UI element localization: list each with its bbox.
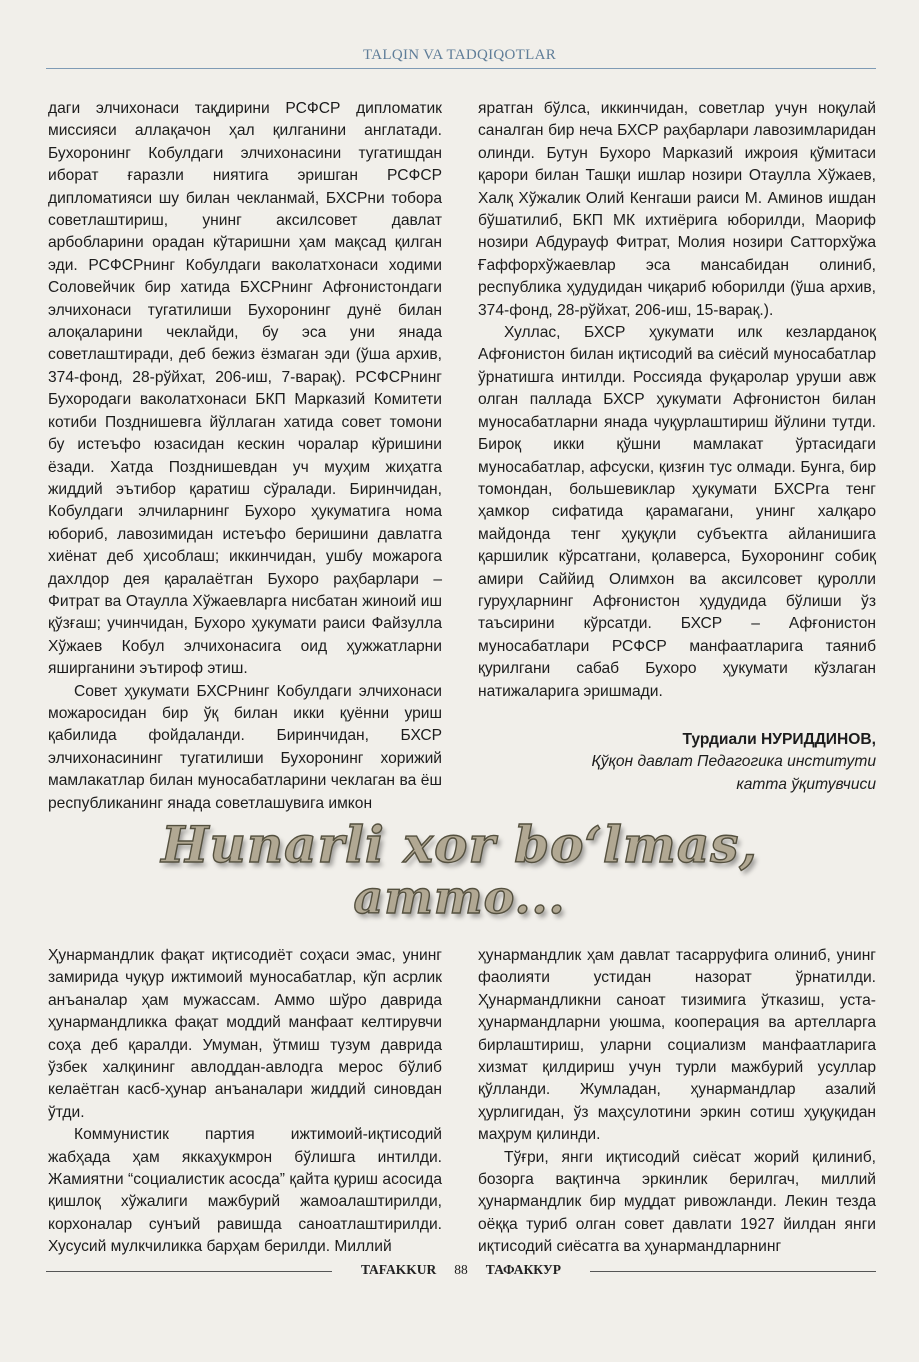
article2-left-paragraph-1: Ҳунармандлик фақат иқтисодиёт соҳаси эмас, унинг замирида чуқур ижтимоий муносабатлар, кўп асрлик анъаналар ҳам мужассам. Аммо шўро даврида ҳунармандликка фақат моддий манфаат келтирувчи соҳа деб қаралди. Умуман, ўтмиш тузум даврида ўзбек халқининг авлоддан-авлодга мерос бўлиб келаётган касб-ҳунар анъаналари жиддий синовдан ўтди.	[48, 947, 442, 1121]
article2-right-paragraph-1: ҳунармандлик ҳам давлат тасарруфига олиниб, унинг фаолияти устидан назорат ўрнатилди. Ҳунармандликни саноат тизимига ўтказиш, уста-ҳунармандларни уюшма, кооперация ва артелларга бирлаштириш, уларни социализм манфаатларига хизмат қилдириш учун турли мажбурий усуллар қўлланди. Жумладан, ҳунармандлар азалий ҳурлигидан, ўз маҳсулотини эркин сотиш ҳуқуқидан маҳрум қилинди.	[478, 947, 876, 1144]
article2-right-column	[478, 945, 876, 1259]
article1-left-paragraph-1: даги элчихонаси тақдирини РСФСР дипломатик миссияси аллақачон ҳал қилганини англатади. Бухоронинг Кобулдаги элчихонасини тугатишдан иборат ғаразли ниятига эришган РСФСР дипломатияси шу билан чекланмай, БХСРни тобора советлаштириш, унинг аксилсовет давлат арбобларини орадан кўтаришни ҳам мақсад қилган эди. РСФСРнинг Кобулдаги ваколатхонаси ходими Соловейчик бир хатида БХСРнинг Афғонистондаги элчихонаси тугатилиши Бухоронинг дунё билан алоқаларини чеклайди, бу эса уни янада советлаштиради, деб бежиз ёзмаган эди (ўша архив, 374-фонд, 28-рўйхат, 206-иш, 7-варақ). РСФСРнинг Бухородаги ваколатхонаси БКП Марказий Комитети котиби Позднишевга йўллаган хатида совет томони бу истеъфо юзасидан кескин чоралар кўришини ёзади. Хатда Позднишевдан уч муҳим жиҳатга жиддий эътибор қаратиш сўралади. Биринчидан, Кобулдаги элчиларнинг Бухоро ҳукуматига нома юбориб, лавозимидан истеъфо беришини давлатга хиёнат деб ҳисоблаш; иккинчидан, ушбу можарога дахлдор дея қаралаётган Бухоро раҳбарлари – Фитрат ва Отаулла Хўжаевларга нисбатан жиноий иш қўзғаш; учинчидан, Бухоро ҳукумати раиси Файзулла Хўжаев Кобул элчихонасига оид ҳужжатларни яширганини эътироф этиш.	[48, 100, 442, 678]
article2-left-column	[48, 945, 442, 1259]
footer-text	[46, 1262, 876, 1278]
running-header: TALQIN VA TADQIQOTLAR	[362, 47, 557, 63]
author-signature	[478, 729, 876, 796]
footer-label-cyrillic: ТАФАККУР	[485, 1262, 561, 1277]
footer-label-latin: TAFAKKUR	[361, 1262, 437, 1277]
header-divider	[46, 68, 876, 69]
article2-title-line-2: ammo...	[353, 870, 566, 924]
article1-left-paragraph-2: Совет ҳукумати БХСРнинг Кобулдаги элчихонаси можаросидан бир ўқ билан икки қуённи уриш қабилида фойдаланди. Биринчидан, БХСР элчихонасининг тугатилиши Бухоронинг хорижий мамлакатлар билан муносабатларини чеклаган ва ёш республиканинг янада советлашувига имкон	[48, 682, 442, 812]
author-name: Турдиали НУРИДДИНОВ,	[682, 730, 876, 748]
article1-right-column	[478, 98, 876, 796]
article1-left-column	[48, 98, 442, 815]
author-affiliation-line-2: катта ўқитувчиси	[736, 775, 876, 793]
article2-left-paragraph-2: Коммунистик партия ижтимоий-иқтисодий жабҳада ҳам яккаҳукмрон бўлишга интилди. Жамиятни “социалистик асосда” қайта қуриш асосида қишлоқ хўжалиги мажбурий жамоалаштирилди, корхоналар сунъий равишда саноатлаштирилди. Хусусий мулкчиликка барҳам берилди. Миллий	[48, 1126, 442, 1256]
article2-title-line-1: Hunarli xor bo‘lmas,	[161, 815, 758, 874]
page-number: 88	[454, 1262, 468, 1277]
article1-right-paragraph-1: яратган бўлса, иккинчидан, советлар учун ноқулай саналган бир неча БХСР раҳбарлари лавозимларидан олинди. Бутун Бухоро Марказий ижроия қўмитаси қарори билан Ташқи ишлар нозири Отаулла Хўжаев, Халқ Хўжалик Олий Кенгаши раиси М. Аминов ишдан бўшатилиб, БКП МК ихтиёрига юборилди, Маориф нозири Абдурауф Фитрат, Молия нозири Сатторхўжа Ғаффорхўжаевлар эса мансабидан олиниб, республика ҳудудидан чиқариб юборилди (ўша архив, 374-фонд, 28-рўйхат, 206-иш, 15-варақ.).	[478, 100, 876, 319]
author-affiliation-line-1: Қўқон давлат Педагогика институти	[591, 753, 876, 771]
article1-right-paragraph-2: Хуллас, БХСР ҳукумати илк кезларданоқ Афғонистон билан иқтисодий ва сиёсий муносабатлар ўрнатишга интилди. Россияда фуқаролар уруши авж олган паллада БХСР ҳукумати Афғонистон билан муносабатларни янада чуқурлаштириш йўлини тутди. Бироқ икки қўшни мамлакат ўртасидаги муносабатлар, афсуски, қизғин тус олмади. Бунга, бир томондан, большевиклар ҳукумати БХСРга тенг ҳамкор сифатида қарамагани, унинг халқаро майдонда тенг ҳуқуқли субъектга айланишига қаршилик кўрсатгани, қолаверса, Бухоронинг собиқ амири Саййид Олимхон ва аксилсовет қуролли гуруҳларнинг Афғонистон ҳудудида бўлиши ўз таъсирини кўрсатди. БХСР – Афғонистон муносабатлари РСФСР манфаатларига таяниб қурилгани сабаб Бухоро ҳукумати кўзлаган натижаларига эришмади.	[478, 324, 876, 700]
article2-right-paragraph-2: Тўғри, янги иқтисодий сиёсат жорий қилиниб, бозорга вақтинча эркинлик берилгач, миллий ҳунармандлик бир муддат ривожланди. Лекин тезда оёққа туриб олган совет давлати 1927 йилдан янги иқтисодий сиёсатга ва ҳунармандларнинг	[478, 1148, 876, 1256]
page-footer	[46, 1262, 876, 1282]
